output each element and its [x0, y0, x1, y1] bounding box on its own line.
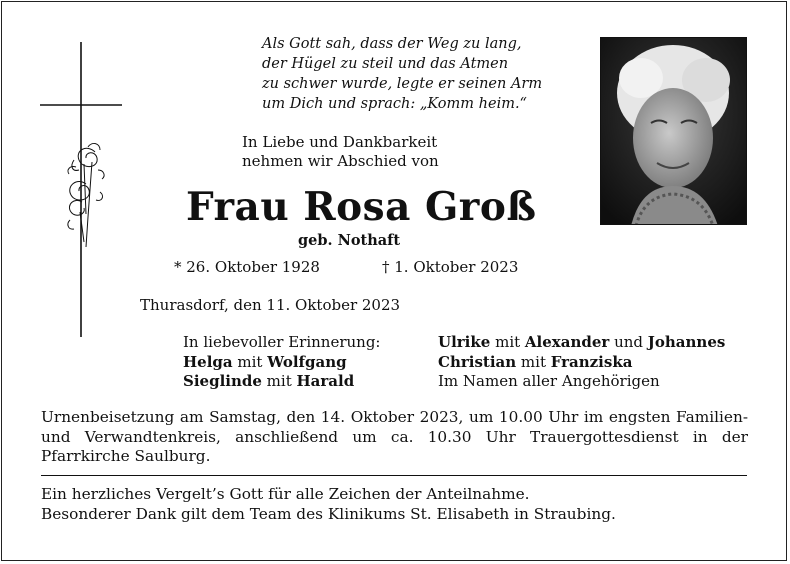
poem-line: um Dich und sprach: „Komm heim.“	[262, 96, 527, 112]
divider	[41, 475, 747, 476]
mourners-heading: In liebevoller Erinnerung:	[183, 333, 381, 351]
poem-line: der Hügel zu steil und das Atmen	[262, 56, 509, 72]
mourner-row: Sieglinde mit Harald	[183, 372, 355, 390]
mourner-row: Helga mit Wolfgang	[183, 352, 347, 371]
mourner-row: Christian mit Franziska	[438, 352, 633, 371]
death-date: † 1. Oktober 2023	[382, 258, 519, 276]
portrait-photo	[600, 37, 747, 225]
intro-line: nehmen wir Abschied von	[242, 152, 439, 170]
poem-line: Als Gott sah, dass der Weg zu lang,	[262, 36, 522, 52]
burial-text: Urnenbeisetzung am Samstag, den 14. Oktober 2023, um 10.00 Uhr im engsten Familien- und Verwandtenkreis, anschließend um ca. 10.30 Uhr Trauergottesdienst in der Pfarrkirche Saulburg.	[41, 408, 748, 465]
thanks	[41, 484, 616, 524]
mourner-row: Im Namen aller Angehörigen	[438, 372, 660, 390]
mourners-right	[438, 333, 725, 392]
thanks-line: Besonderer Dank gilt dem Team des Klinikums St. Elisabeth in Straubing.	[41, 505, 616, 523]
poem	[262, 34, 542, 114]
cross-with-roses-icon	[40, 42, 122, 337]
mourner-row: Ulrike mit Alexander und Johannes	[438, 333, 726, 351]
thanks-line: Ein herzliches Vergelt’s Gott für alle Zeichen der Anteilnahme.	[41, 485, 530, 503]
maiden-name: geb. Nothaft	[298, 232, 401, 249]
intro-line: In Liebe und Dankbarkeit	[242, 133, 438, 151]
birth-date: * 26. Oktober 1928	[174, 258, 320, 276]
portrait-image	[601, 38, 747, 225]
deceased-name: Frau Rosa Groß	[186, 184, 537, 230]
poem-line: zu schwer wurde, legte er seinen Arm	[262, 76, 543, 92]
intro	[242, 133, 439, 171]
mourners-left	[183, 333, 380, 392]
place-date: Thurasdorf, den 11. Oktober 2023	[140, 296, 401, 314]
